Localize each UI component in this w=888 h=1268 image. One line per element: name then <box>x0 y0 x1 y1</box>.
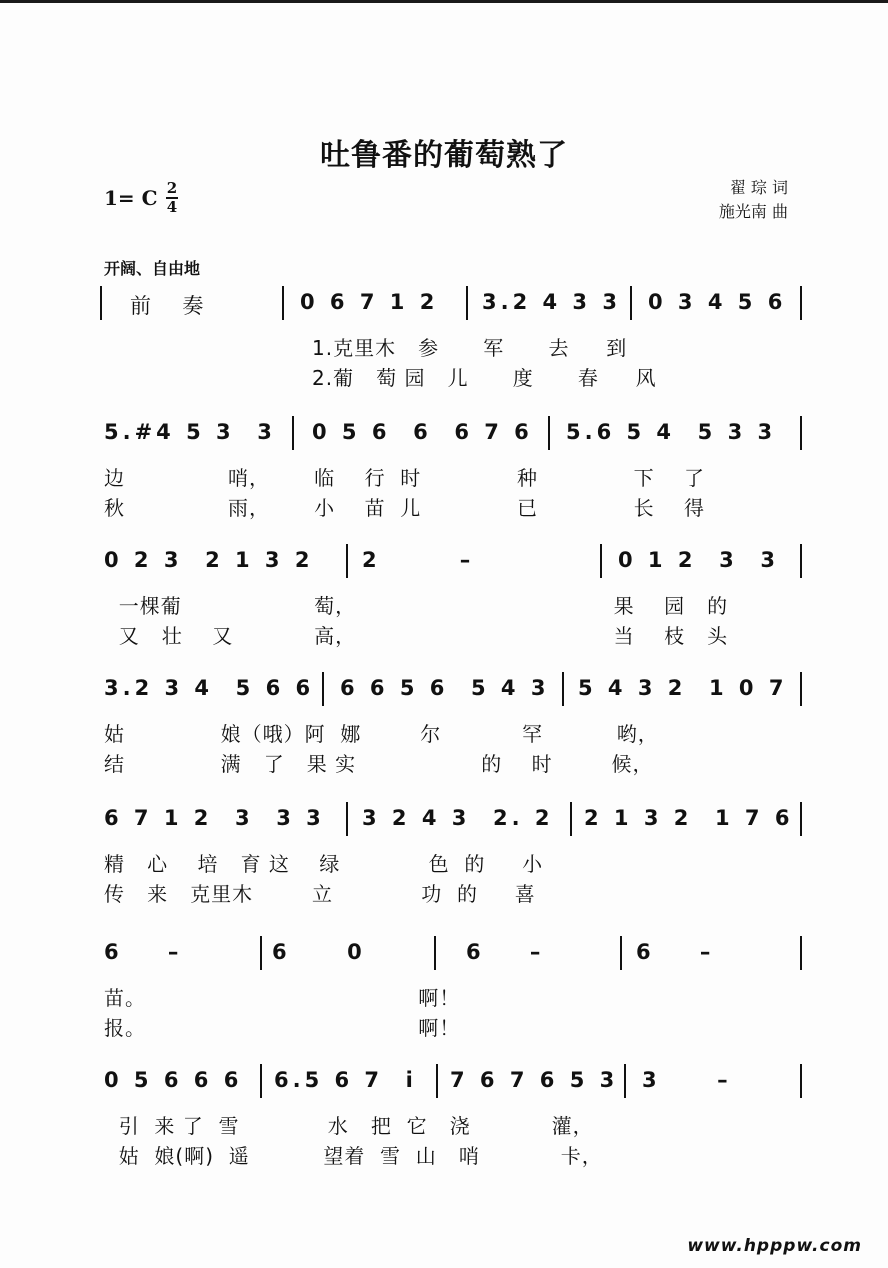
time-signature <box>166 181 178 215</box>
measure-notes: 3.2 4 3 3 <box>482 290 621 314</box>
song-title: 吐鲁番的葡萄熟了 <box>320 138 568 173</box>
notation-line <box>100 932 800 972</box>
measure-notes: 2 1 3 2 1 7 6 <box>584 806 794 830</box>
lyric-line-verse-2: 传 来 克里木 立 功 的 喜 <box>104 882 536 906</box>
measure-notes: 0 2 3 2 1 3 2 <box>104 548 314 572</box>
bar-line <box>562 672 564 706</box>
lyric-line-verse-2: 秋 雨， 小 苗 儿 已 长 得 <box>104 496 706 520</box>
bar-line <box>800 672 802 706</box>
bar-line <box>800 544 802 578</box>
measure-notes: 6 6 5 6 5 4 3 <box>340 676 550 700</box>
bar-line <box>346 802 348 836</box>
credits <box>719 176 788 224</box>
bar-line <box>800 416 802 450</box>
measure-notes: 5.6 5 4 5 3 3 <box>566 420 777 444</box>
lyric-line-verse-2: 2.葡 萄 园 儿 度 春 风 <box>312 366 657 390</box>
watermark: www.hpppw.com <box>687 1236 862 1256</box>
lyric-line-verse-2: 姑 娘(啊) 遥 望着 雪 山 哨 卡， <box>104 1144 603 1168</box>
notation-line <box>100 412 800 452</box>
time-signature-bottom: 4 <box>166 198 178 216</box>
measure-notes: 5 4 3 2 1 0 7 <box>578 676 788 700</box>
bar-line <box>434 936 436 970</box>
notation-line <box>100 798 800 838</box>
measure-notes: 0 5 6 6 6 7 6 <box>312 420 533 444</box>
measure-notes: 6 0 <box>272 940 366 964</box>
lyricist-credit: 翟 琮 词 <box>729 178 788 197</box>
time-signature-top: 2 <box>166 179 178 197</box>
lyric-line-verse-2: 又 壮 又 高， 当 枝 头 <box>104 624 729 648</box>
bar-line <box>800 802 802 836</box>
tempo-marking: 开阔、自由地 <box>104 259 201 278</box>
bar-line <box>346 544 348 578</box>
top-border-line <box>0 0 888 3</box>
notation-line <box>100 1060 800 1100</box>
notation-line <box>100 282 800 322</box>
notation-line <box>100 540 800 580</box>
lyric-line-verse-1: 苗。 啊！ <box>104 986 461 1010</box>
measure-notes: 6 – <box>636 940 715 964</box>
lyric-line-verse-1: 一棵葡 萄， 果 园 的 <box>104 594 729 618</box>
measure-notes: 0 1 2 3 3 <box>618 548 779 572</box>
bar-line <box>630 286 632 320</box>
bar-line <box>466 286 468 320</box>
measure-notes: 2 – <box>362 548 475 572</box>
bar-line <box>800 936 802 970</box>
measure-notes: 3 2 4 3 2. 2 <box>362 806 554 830</box>
measure-notes: 6 – <box>104 940 183 964</box>
bar-line <box>600 544 602 578</box>
composer-credit: 施光南 曲 <box>718 202 788 221</box>
lyric-line-verse-1: 引 来 了 雪 水 把 它 浇 灌， <box>104 1114 594 1138</box>
key-signature: 1= C <box>104 186 158 210</box>
measure-notes: 0 3 4 5 6 <box>648 290 787 314</box>
bar-line <box>436 1064 438 1098</box>
bar-line <box>292 416 294 450</box>
lyric-line-verse-2: 报。 啊！ <box>104 1016 461 1040</box>
measure-notes: 3 – <box>642 1068 732 1092</box>
measure-notes: 5.#4 5 3 3 <box>104 420 276 444</box>
bar-line <box>548 416 550 450</box>
measure-notes: 3.2 3 4 5 6 6 <box>104 676 315 700</box>
lyric-line-verse-1: 1.克里木 参 军 去 到 <box>312 336 628 360</box>
bar-line <box>800 286 802 320</box>
bar-line <box>100 286 102 320</box>
lyric-line-verse-2: 结 满 了 果 实 的 时 候， <box>104 752 654 776</box>
lyric-line-verse-1: 姑 娘（哦）阿 娜 尔 罕 哟， <box>104 722 659 746</box>
prelude-label: 前 奏 <box>130 294 210 318</box>
notation-line <box>100 668 800 708</box>
measure-notes: 6 7 1 2 3 3 3 <box>104 806 325 830</box>
measure-notes: 7 6 7 6 5 3 <box>450 1068 619 1092</box>
bar-line <box>620 936 622 970</box>
bar-line <box>322 672 324 706</box>
bar-line <box>260 1064 262 1098</box>
measure-notes: 0 5 6 6 6 <box>104 1068 243 1092</box>
bar-line <box>282 286 284 320</box>
measure-notes: 0 6 7 1 2 <box>300 290 439 314</box>
bar-line <box>800 1064 802 1098</box>
lyric-line-verse-1: 精 心 培 育 这 绿 色 的 小 <box>104 852 544 876</box>
lyric-line-verse-1: 边 哨， 临 行 时 种 下 了 <box>104 466 706 490</box>
measure-notes: 6.5 6 7 i <box>274 1068 417 1092</box>
bar-line <box>624 1064 626 1098</box>
bar-line <box>570 802 572 836</box>
bar-line <box>260 936 262 970</box>
measure-notes: 6 – <box>466 940 545 964</box>
